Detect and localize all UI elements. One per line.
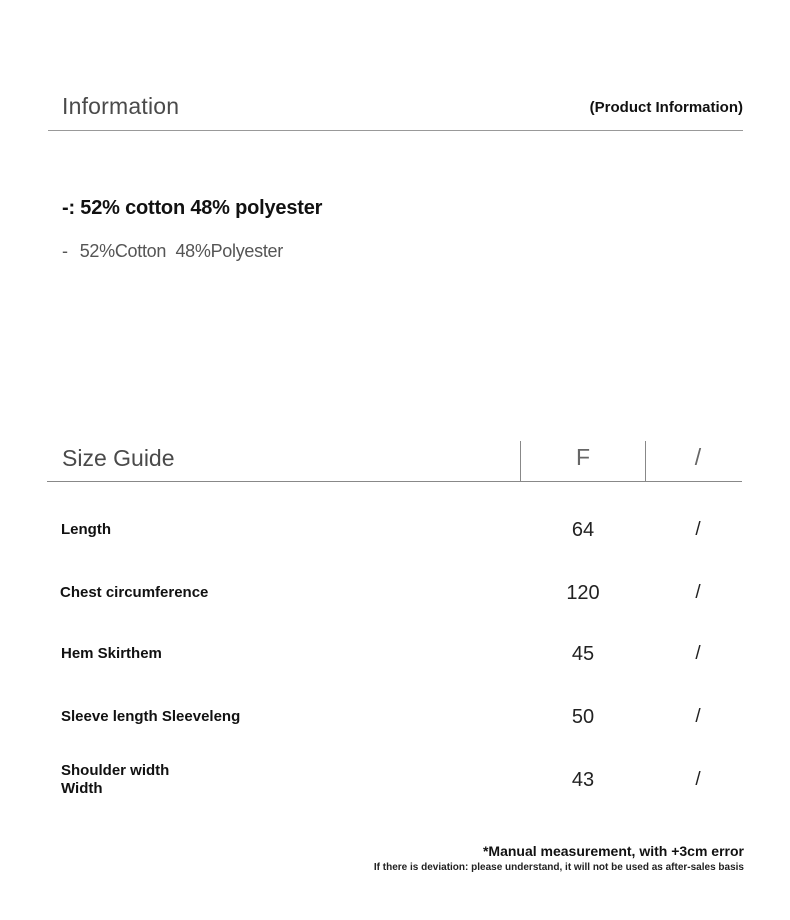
row-value-sleeve: 50 xyxy=(571,706,595,728)
row-label-shoulder-line2: Width xyxy=(61,780,103,797)
information-subtitle: (Product Information) xyxy=(589,99,743,116)
deviation-note: If there is deviation: please understand, it will not be used as after-sales basis xyxy=(373,862,744,873)
material-english: -: 52% cotton 48% polyester xyxy=(62,197,323,219)
column-header-f: F xyxy=(575,444,591,470)
row-label-shoulder xyxy=(61,762,169,798)
row-label-length: Length xyxy=(61,521,111,538)
material-secondary-text: 52%Cotton 48%Polyester xyxy=(79,241,283,261)
row-label-sleeve: Sleeve length Sleeveleng xyxy=(61,708,241,725)
row-label-shoulder-line1: Shoulder width xyxy=(61,762,170,779)
information-divider xyxy=(48,130,743,131)
row-alt-length: / xyxy=(695,519,701,540)
material-secondary xyxy=(62,241,283,262)
size-guide-divider xyxy=(47,481,742,482)
material-dash: - xyxy=(62,241,68,261)
row-value-shoulder: 43 xyxy=(571,769,595,791)
row-alt-sleeve: / xyxy=(695,706,701,727)
column-header-slash: / xyxy=(694,444,702,470)
row-alt-chest: / xyxy=(695,582,701,603)
row-alt-hem: / xyxy=(695,643,701,664)
row-value-hem: 45 xyxy=(571,643,595,665)
row-label-hem: Hem Skirthem xyxy=(61,645,162,662)
row-value-length: 64 xyxy=(571,519,595,541)
size-guide-title: Size Guide xyxy=(62,445,175,471)
row-label-chest: Chest circumference xyxy=(60,584,209,601)
row-value-chest: 120 xyxy=(566,582,600,604)
row-alt-shoulder: / xyxy=(695,769,701,790)
measurement-note: *Manual measurement, with +3cm error xyxy=(482,843,744,859)
information-title: Information xyxy=(62,93,180,119)
